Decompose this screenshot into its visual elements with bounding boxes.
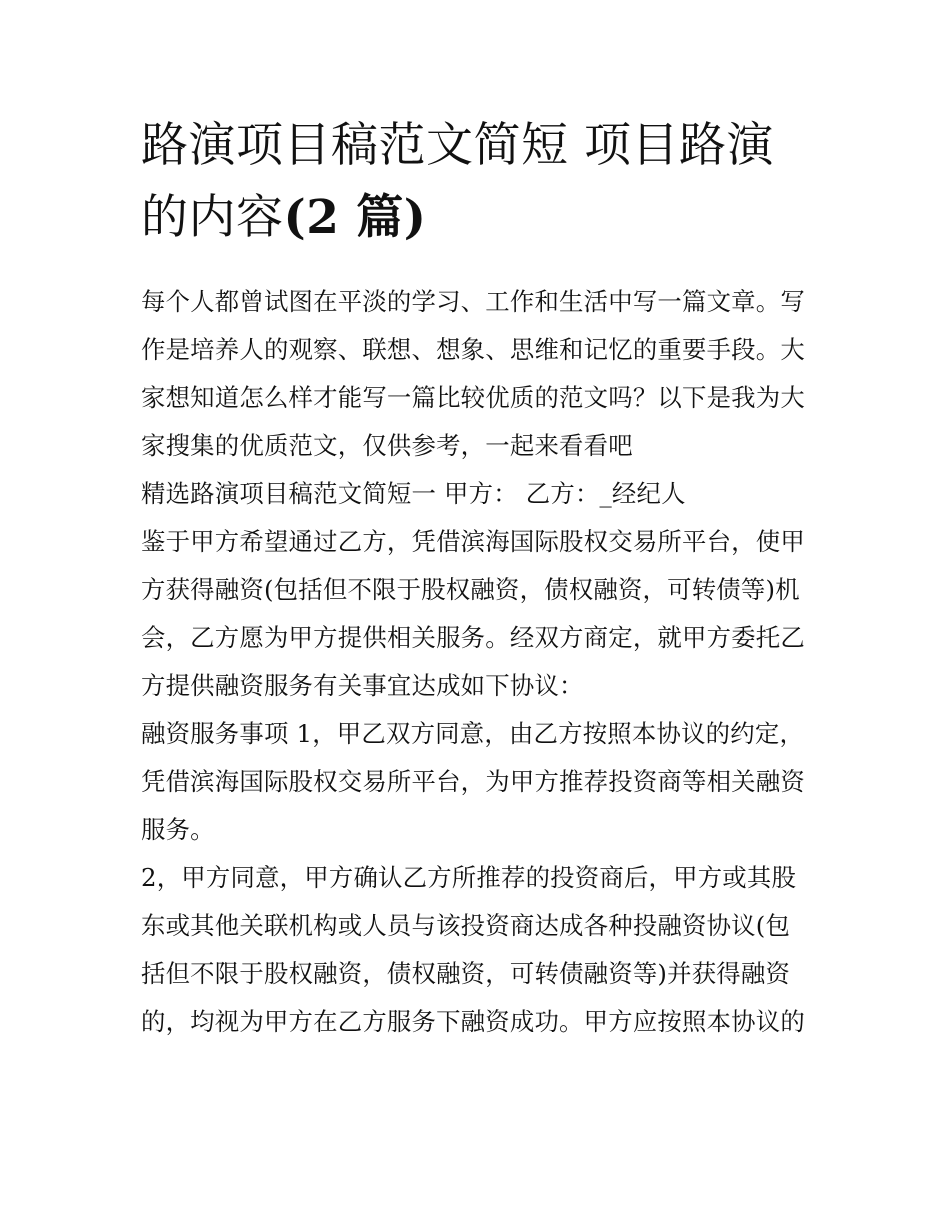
text-line: 方提供融资服务有关事宜达成如下协议： <box>141 671 584 700</box>
text-line: 会，乙方愿为甲方提供相关服务。经双方商定，就甲方委托乙 <box>141 623 805 652</box>
text-line: 服务。 <box>141 815 215 844</box>
text-line: 括但不限于股权融资，债权融资，可转债融资等)并获得融资 <box>141 959 791 988</box>
text-line: 精选路演项目稿范文简短一 甲方： 乙方：_经纪人 <box>141 479 686 508</box>
text-line: 家搜集的优质范文，仅供参考，一起来看看吧 <box>141 431 633 460</box>
text-line: 家想知道怎么样才能写一篇比较优质的范文吗？以下是我为大 <box>141 383 805 412</box>
text-line: 作是培养人的观察、联想、想象、思维和记忆的重要手段。大 <box>141 335 805 364</box>
text-line: 的，均视为甲方在乙方服务下融资成功。甲方应按照本协议的 <box>141 1007 805 1036</box>
document-title <box>141 110 813 254</box>
document-page <box>141 110 813 1046</box>
text-line: 凭借滨海国际股权交易所平台，为甲方推荐投资商等相关融资 <box>141 767 805 796</box>
paragraph-clause-1 <box>141 710 813 854</box>
paragraph-intro <box>141 278 813 470</box>
text-line: 方获得融资(包括但不限于股权融资，债权融资，可转债等)机 <box>141 575 800 604</box>
paragraph-parties <box>141 470 813 518</box>
document-body <box>141 278 813 1046</box>
text-line: 融资服务事项 1，甲乙双方同意，由乙方按照本协议的约定， <box>141 719 805 748</box>
paragraph-clause-2 <box>141 854 813 1046</box>
text-line: 每个人都曾试图在平淡的学习、工作和生活中写一篇文章。写 <box>141 287 805 316</box>
text-line: 2，甲方同意，甲方确认乙方所推荐的投资商后，甲方或其股 <box>141 863 797 892</box>
text-line: 鉴于甲方希望通过乙方，凭借滨海国际股权交易所平台，使甲 <box>141 527 805 556</box>
title-line: 路演项目稿范文简短 项目路演 <box>141 118 774 173</box>
paragraph-recital <box>141 518 813 710</box>
title-line: 的内容(2 篇) <box>141 190 427 245</box>
text-line: 东或其他关联机构或人员与该投资商达成各种投融资协议(包 <box>141 911 791 940</box>
